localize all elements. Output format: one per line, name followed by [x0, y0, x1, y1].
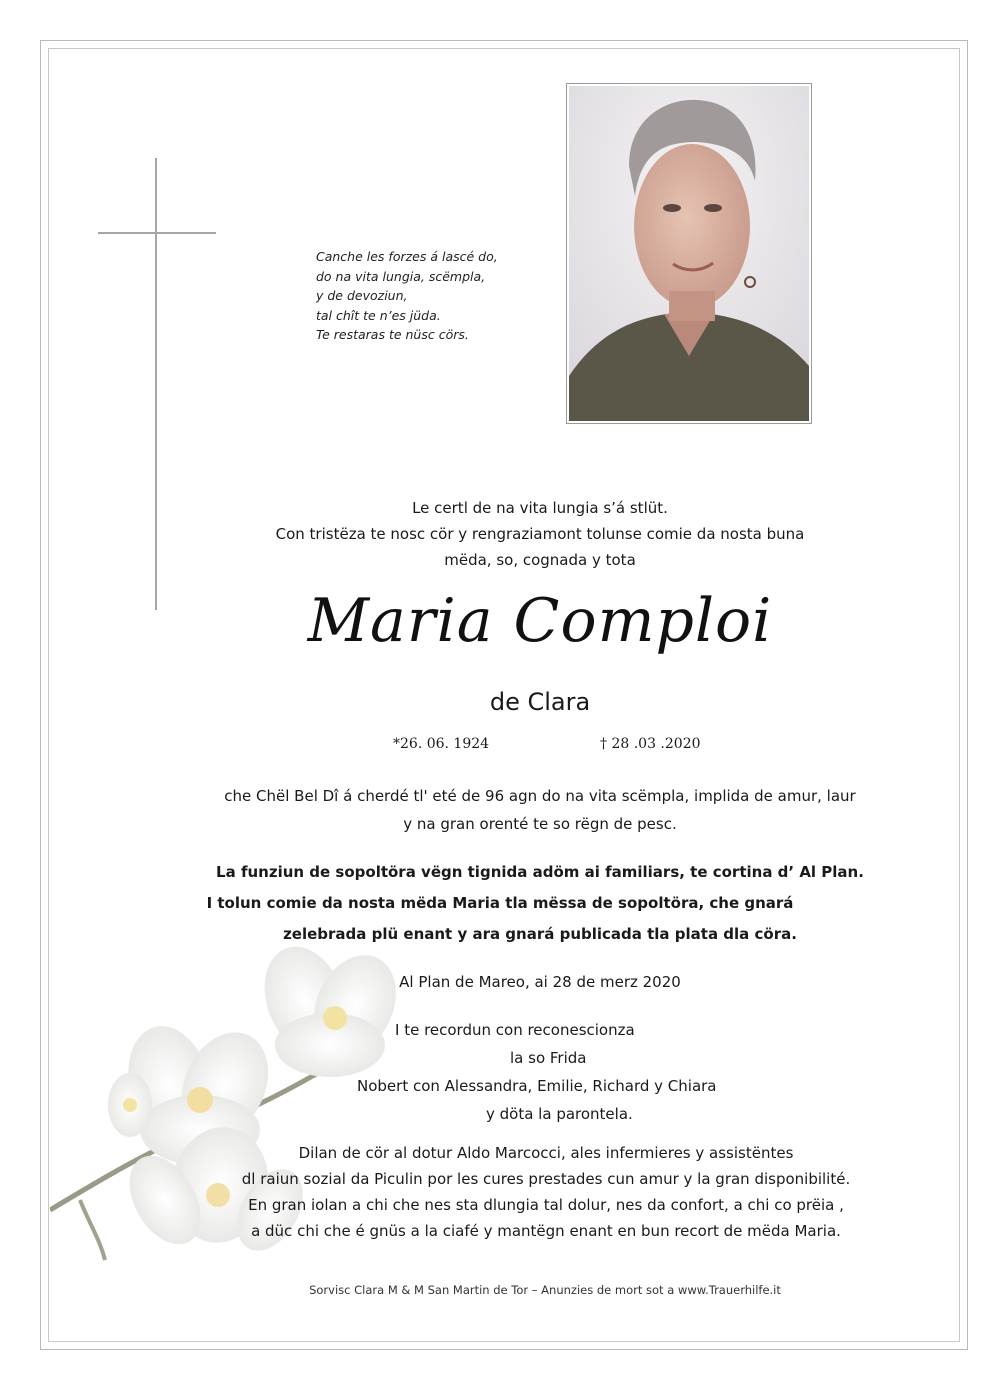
poem: [316, 247, 556, 345]
portrait-photo: [566, 83, 812, 424]
poem-line: Canche les forzes á lascé do,: [316, 249, 498, 264]
remember-line: Nobert con Alessandra, Emilie, Richard y Chiara: [357, 1077, 717, 1095]
thanks-line: Dilan de cör al dotur Aldo Marcocci, ales infermieres y assistëntes: [298, 1144, 794, 1162]
intro-line: Le certl de na vita lungia s’á stlüt.: [412, 499, 668, 517]
poem-line: tal chît te n’es jüda.: [316, 307, 441, 323]
life-line: che Chël Bel Dî á cherdé tl' eté de 96 agn do na vita scëmpla, implida de amur, laur: [224, 787, 856, 805]
thanks-line: a düc chi che é gnüs a la ciafé y mantëgn enant en bun recort de mëda Maria.: [251, 1222, 841, 1240]
life-line: y na gran orenté te so rëgn de pesc.: [403, 815, 677, 833]
birth-date: *26. 06. 1924: [393, 736, 490, 752]
funeral-line: zelebrada plü enant y ara gnará publicada tla plata dla cöra.: [283, 925, 797, 943]
thanks-line: En gran iolan a chi che nes sta dlungia tal dolur, nes da confort, a chi co prëia ,: [248, 1196, 844, 1214]
remember-line: la so Frida: [510, 1049, 587, 1067]
footer-text: Sorvisc Clara M & M San Martin de Tor – Anunzies de mort sot a www.Trauerhilfe.it: [309, 1283, 781, 1297]
portrait-image: [569, 86, 809, 421]
funeral-line: I tolun comie da nosta mëda Maria tla mëssa de sopoltöra, che gnará: [206, 894, 794, 912]
remember-line: y döta la parontela.: [486, 1105, 633, 1123]
cross-icon: [155, 158, 157, 610]
deceased-name: Maria Comploi: [307, 586, 773, 656]
intro-text: [200, 495, 880, 573]
place-date: Al Plan de Mareo, ai 28 de merz 2020: [399, 973, 681, 991]
intro-line: Con tristëza te nosc cör y rengraziamont tolunse comie da nosta buna: [275, 525, 805, 543]
poem-line: Te restaras te nüsc cörs.: [316, 327, 469, 342]
cross-icon-bar: [98, 232, 216, 234]
life-text: [200, 782, 880, 838]
funeral-line: La funziun de sopoltöra vëgn tignida adöm ai familiars, te cortina d’ Al Plan.: [216, 863, 864, 881]
death-date: † 28 .03 .2020: [600, 736, 701, 752]
remember-line: I te recordun con reconescionza: [395, 1021, 635, 1039]
intro-line: mëda, so, cognada y tota: [444, 551, 636, 569]
poem-line: y de devoziun,: [316, 288, 408, 303]
poem-line: do na vita lungia, scëmpla,: [316, 268, 486, 284]
thanks-line: dl raiun sozial da Piculin por les cures prestades cun amur y la gran disponibilité.: [241, 1170, 851, 1188]
thanks-text: [196, 1140, 896, 1244]
deceased-subname: de Clara: [489, 688, 591, 716]
funeral-text: [200, 857, 880, 950]
